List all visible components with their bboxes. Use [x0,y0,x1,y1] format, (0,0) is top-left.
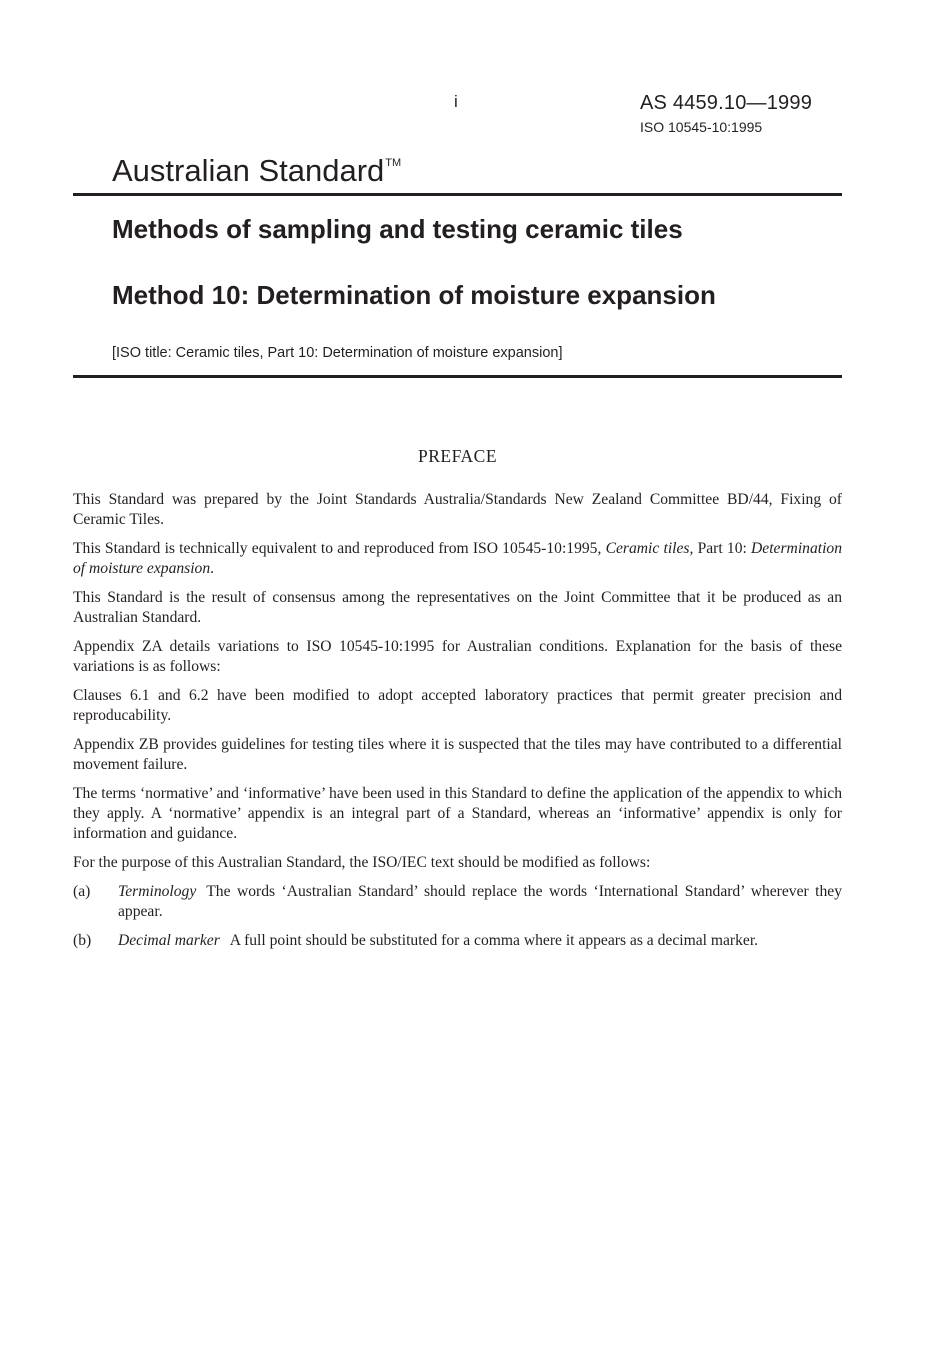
preface-body [73,490,842,960]
preface-heading: PREFACE [417,446,498,466]
preface-paragraph: Clauses 6.1 and 6.2 have been modified to adopt accepted laboratory practices that permit greater precision and reproducability. [73,687,842,724]
iso-number: ISO 10545-10:1995 [640,119,763,135]
list-text: The words ‘Australian Standard’ should replace the words ‘International Standard’ wherever they appear. [118,883,842,920]
preface-paragraph [73,539,842,579]
list-marker: (a) [73,883,91,900]
iso-title: [ISO title: Ceramic tiles, Part 10: Determination of moisture expansion] [112,345,563,361]
method-title: Method 10: Determination of moisture expansion [112,280,716,310]
list-item [73,882,842,922]
brand-title [112,153,401,189]
list-item [73,931,842,951]
preface-paragraph: This Standard is the result of consensus among the representatives on the Joint Committee that it be produced as an Australian Standard. [73,589,842,626]
text-run: . [210,560,215,577]
preface-paragraph: The terms ‘normative’ and ‘informative’ have been used in this Standard to define the application of the appendix to which they apply. A ‘normative’ appendix is an integral part of a Standard, whereas an ‘informative’ appendix is only for information and guidance. [73,785,842,842]
standard-number: AS 4459.10—1999 [640,92,813,114]
list-term: Decimal marker [118,932,220,949]
preface-paragraph: Appendix ZB provides guidelines for testing tiles where it is suspected that the tiles may have contributed to a differential movement failure. [73,736,842,773]
text-run: This Standard is technically equivalent to and reproduced from ISO 10545-10:1995, [73,540,606,557]
preface-paragraph: This Standard was prepared by the Joint Standards Australia/Standards New Zealand Committee BD/44, Fixing of Ceramic Tiles. [73,491,842,528]
preface-paragraph: Appendix ZA details variations to ISO 10545-10:1995 for Australian conditions. Explanation for the basis of these variations is as follows: [73,638,842,675]
text-run: Part 10: [693,540,752,557]
list-marker: (b) [73,932,92,949]
italic-title: Determination of moisture expansion [73,540,842,577]
italic-title: Ceramic tiles, [605,540,694,557]
preface-paragraph: For the purpose of this Australian Standard, the ISO/IEC text should be modified as follows: [73,854,651,871]
list-term: Terminology [118,883,197,900]
trademark-symbol: TM [385,157,402,169]
brand-name: Australian Standard [112,153,385,188]
page-number: i [454,92,458,111]
top-rule [73,193,842,196]
series-title: Methods of sampling and testing ceramic tiles [112,214,683,244]
list-text: A full point should be substituted for a comma where it appears as a decimal marker. [229,932,759,949]
bottom-rule [73,375,842,378]
